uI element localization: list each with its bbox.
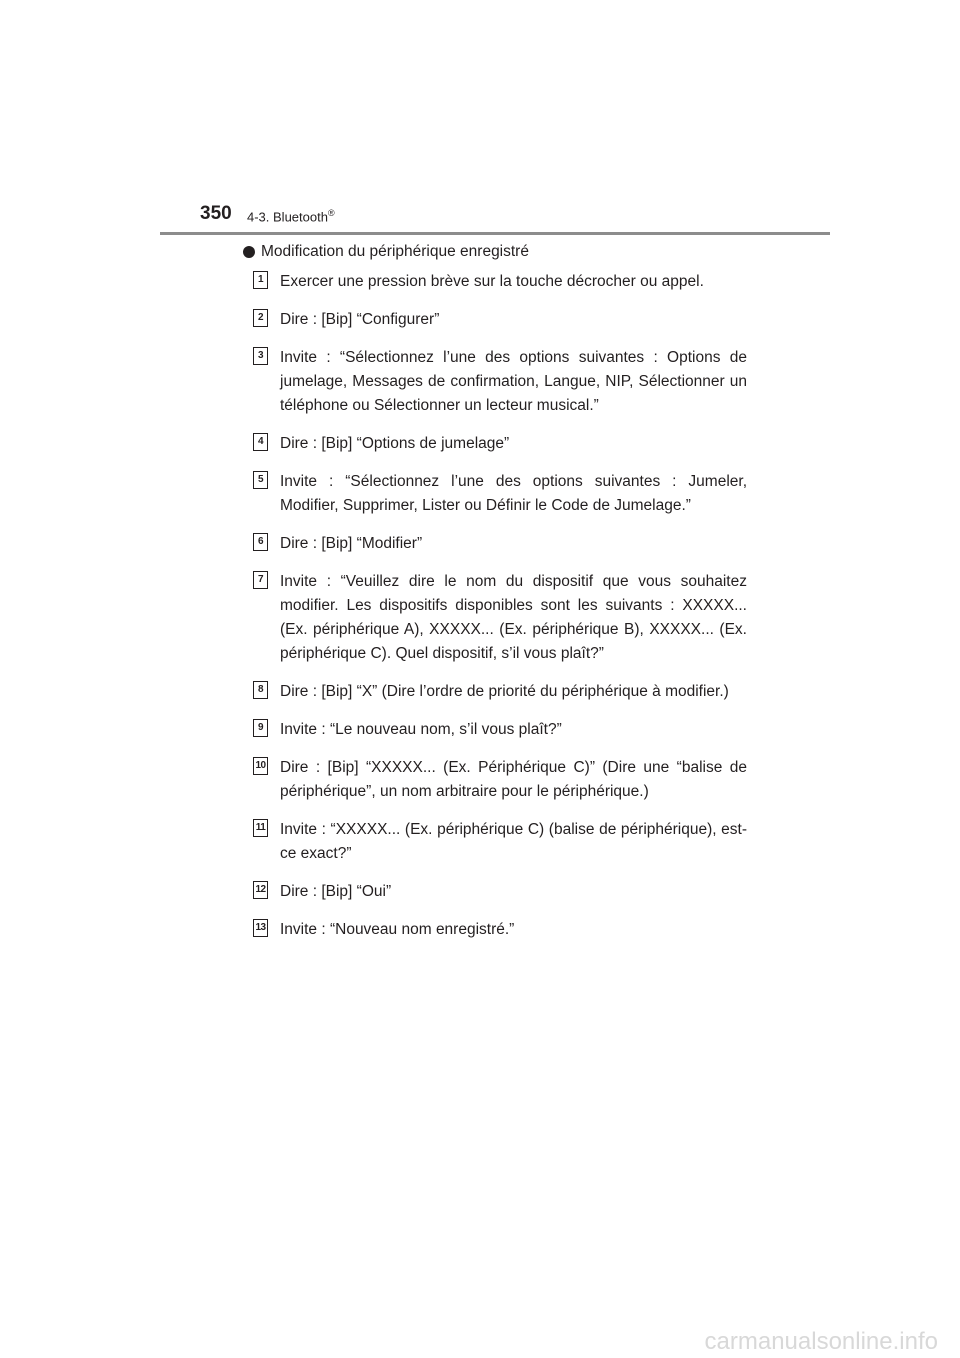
step-text: Invite : “Sélectionnez l’une des options suivantes : Options de jumelage, Messages de confirmation, Langue, NIP, Sélectionner un téléphone ou Sélectionner un lecteur musical.” <box>280 349 747 414</box>
step-item <box>253 918 747 942</box>
step-number: 4 <box>253 433 268 451</box>
step-text: Dire : [Bip] “Configurer” <box>280 311 440 328</box>
step-number: 10 <box>253 757 268 775</box>
section-title-text: 4-3. Bluetooth <box>247 209 328 225</box>
step-number: 9 <box>253 719 268 737</box>
step-item <box>253 308 747 332</box>
step-number: 12 <box>253 881 268 899</box>
heading-text: Modification du périphérique enregistré <box>261 243 529 260</box>
step-number: 5 <box>253 471 268 489</box>
step-text: Invite : “Le nouveau nom, s’il vous plaît?” <box>280 721 562 738</box>
step-number: 2 <box>253 309 268 327</box>
step-number: 11 <box>253 819 268 837</box>
step-text: Dire : [Bip] “Modifier” <box>280 535 423 552</box>
step-item <box>253 680 747 704</box>
step-item <box>253 270 747 294</box>
step-item <box>253 432 747 456</box>
step-text: Dire : [Bip] “XXXXX... (Ex. Périphérique C)” (Dire une “balise de périphérique”, un nom arbitraire pour le périphérique.) <box>280 759 747 800</box>
section-heading <box>243 243 529 261</box>
step-item <box>253 532 747 556</box>
bullet-icon <box>243 246 255 258</box>
step-number: 8 <box>253 681 268 699</box>
step-text: Invite : “XXXXX... (Ex. périphérique C) (balise de périphérique), est-ce exact?” <box>280 821 747 862</box>
step-item <box>253 570 747 666</box>
page-header <box>200 203 830 235</box>
step-number: 1 <box>253 271 268 289</box>
step-text: Invite : “Sélectionnez l’une des options suivantes : Jumeler, Modifier, Supprimer, Lister ou Définir le Code de Jumelage.” <box>280 473 747 514</box>
step-item <box>253 470 747 518</box>
step-number: 6 <box>253 533 268 551</box>
step-number: 13 <box>253 919 268 937</box>
step-item <box>253 718 747 742</box>
step-text: Exercer une pression brève sur la touche décrocher ou appel. <box>280 273 704 290</box>
section-title <box>247 208 335 224</box>
step-text: Dire : [Bip] “Oui” <box>280 883 392 900</box>
step-number: 7 <box>253 571 268 589</box>
step-item <box>253 756 747 804</box>
step-item <box>253 880 747 904</box>
registered-mark: ® <box>327 208 335 218</box>
watermark: carmanualsonline.info <box>704 1328 938 1355</box>
step-text: Invite : “Veuillez dire le nom du dispositif que vous souhaitez modifier. Les dispositifs disponibles sont les suivants : XXXXX... (Ex. périphérique A), XXXXX... (Ex. périphérique B), XXXXX... (Ex. périphérique C). Quel dispositif, s’il vous plaît?” <box>280 573 747 662</box>
step-text: Dire : [Bip] “Options de jumelage” <box>280 435 510 452</box>
header-rule <box>160 232 830 235</box>
step-number: 3 <box>253 347 268 365</box>
step-text: Invite : “Nouveau nom enregistré.” <box>280 921 515 938</box>
step-item <box>253 346 747 418</box>
page-number: 350 <box>200 203 232 224</box>
step-item <box>253 818 747 866</box>
steps-list <box>253 270 747 956</box>
step-text: Dire : [Bip] “X” (Dire l’ordre de priorité du périphérique à modifier.) <box>280 683 729 700</box>
